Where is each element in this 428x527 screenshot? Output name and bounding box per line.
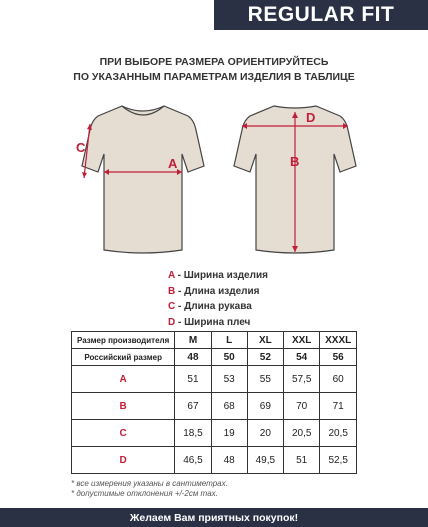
table-cell: 55 bbox=[247, 366, 283, 393]
row-label-a: A bbox=[72, 366, 175, 393]
size-header-row bbox=[72, 332, 357, 349]
ru-size-cell: 50 bbox=[211, 349, 247, 366]
label-d: D bbox=[306, 110, 316, 125]
size-table bbox=[71, 331, 357, 474]
table-cell: 67 bbox=[175, 393, 211, 420]
row-label-b: B bbox=[72, 393, 175, 420]
table-cell: 69 bbox=[247, 393, 283, 420]
table-cell: 20 bbox=[247, 420, 283, 447]
label-a: A bbox=[168, 156, 178, 171]
table-cell: 71 bbox=[320, 393, 357, 420]
table-cell: 51 bbox=[284, 447, 320, 474]
table-cell: 68 bbox=[211, 393, 247, 420]
legend-item-d: D - Ширина плеч bbox=[168, 316, 251, 328]
label-b: B bbox=[290, 154, 300, 169]
intro-line-1: ПРИ ВЫБОРЕ РАЗМЕРА ОРИЕНТИРУЙТЕСЬ bbox=[99, 56, 329, 68]
table-cell: 53 bbox=[211, 366, 247, 393]
tshirt-back-diagram bbox=[228, 98, 362, 258]
ru-size-cell: 54 bbox=[284, 349, 320, 366]
table-cell: 19 bbox=[211, 420, 247, 447]
table-row-a bbox=[72, 366, 357, 393]
intro-line-2: ПО УКАЗАННЫМ ПАРАМЕТРАМ ИЗДЕЛИЯ В ТАБЛИЦЕ bbox=[73, 71, 355, 83]
size-xxl: XXL bbox=[284, 332, 320, 349]
tshirt-front-body bbox=[82, 106, 204, 253]
fit-badge: REGULAR FIT bbox=[214, 0, 428, 30]
table-cell: 49,5 bbox=[247, 447, 283, 474]
measurement-legend bbox=[168, 268, 268, 330]
ru-size-cell: 52 bbox=[247, 349, 283, 366]
russian-size-row bbox=[72, 349, 357, 366]
russian-size-label: Российский размер bbox=[72, 349, 175, 366]
label-c: C bbox=[76, 140, 86, 155]
table-cell: 70 bbox=[284, 393, 320, 420]
manufacturer-size-label: Размер производителя bbox=[72, 332, 175, 349]
size-xxxl: XXXL bbox=[320, 332, 357, 349]
table-cell: 51 bbox=[175, 366, 211, 393]
ru-size-cell: 56 bbox=[320, 349, 357, 366]
note-tolerance: * допустимые отклонения +/-2см max. bbox=[71, 489, 218, 498]
size-l: L bbox=[211, 332, 247, 349]
row-label-c: C bbox=[72, 420, 175, 447]
legend-item-b: B - Длина изделия bbox=[168, 285, 260, 297]
table-row-c bbox=[72, 420, 357, 447]
header-bar bbox=[0, 0, 428, 30]
legend-item-a: A - Ширина изделия bbox=[168, 270, 268, 281]
note-units: * все измерения указаны в сантиметрах. bbox=[71, 479, 228, 488]
tshirt-front-diagram bbox=[76, 98, 210, 258]
table-cell: 52,5 bbox=[320, 447, 357, 474]
table-cell: 48 bbox=[211, 447, 247, 474]
row-label-d: D bbox=[72, 447, 175, 474]
size-m: M bbox=[175, 332, 211, 349]
table-cell: 46,5 bbox=[175, 447, 211, 474]
legend-item-c: C - Длина рукава bbox=[168, 301, 252, 313]
table-cell: 20,5 bbox=[320, 420, 357, 447]
table-cell: 20,5 bbox=[284, 420, 320, 447]
measure-c-arrow-bottom bbox=[82, 172, 87, 178]
size-xl: XL bbox=[247, 332, 283, 349]
table-cell: 18,5 bbox=[175, 420, 211, 447]
ru-size-cell: 48 bbox=[175, 349, 211, 366]
table-cell: 60 bbox=[320, 366, 357, 393]
table-cell: 57,5 bbox=[284, 366, 320, 393]
footer-bar: Желаем Вам приятных покупок! bbox=[0, 508, 428, 527]
table-row-b bbox=[72, 393, 357, 420]
table-row-d bbox=[72, 447, 357, 474]
